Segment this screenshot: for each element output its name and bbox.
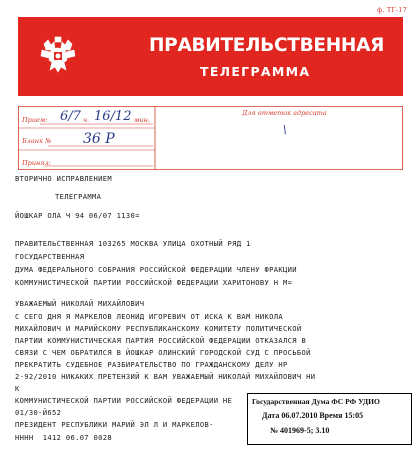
body-line-1: ВТОРИЧНО ИСПРАВЛЕНИЕМ — [15, 174, 113, 183]
body-line-9: С СЕГО ДНЯ Я МАРКЕЛОВ ЛЕОНИД ИГОРЕВИЧ ОТ ИСКА К ВАМ НИКОЛА — [15, 312, 284, 321]
body-line-2: ТЕЛЕГРАММА — [55, 192, 102, 201]
body-line-13: ПРЕКРАТИТЬ СУДЕБНОЕ РАЗБИРАТЕЛЬСТВО ПО ГРАЖДАНСКОМУ ДЕЛУ НР — [15, 360, 288, 369]
body-line-5: ГОСУДАРСТВЕННАЯ — [15, 252, 85, 261]
stamp-line-2: Дата 06.07.2010 Время 15:05 — [262, 411, 364, 420]
registration-stamp — [247, 393, 412, 445]
body-line-4: ПРАВИТЕЛЬСТВЕННАЯ 103265 МОСКВА УЛИЦА ОХОТНЫЙ РЯД 1 — [15, 239, 251, 248]
title-sub: ТЕЛЕГРАММА — [200, 64, 311, 79]
body-line-16: КОММУНИСТИЧЕСКОЙ ПАРТИИ РОССИЙСКОЙ ФЕДЕРАЦИИ НЕ — [15, 396, 233, 405]
body-line-12: СВЯЗИ С ЧЕМ ОБРАТИЛСЯ В ЙОШКАР ОЛИНСКИЙ ГОРОДСКОЙ СУД С ПРОСЬБОЙ — [15, 348, 311, 357]
stamp-line-1: Государственная Дума ФС РФ УДИО — [252, 397, 380, 406]
body-line-14: 2-92/2010 НИКАКИХ ПРЕТЕНЗИЙ К ВАМ УВАЖАЕМЫЙ НИКОЛАЙ МИХАЙЛОВИЧ НИ — [15, 372, 316, 381]
body-line-3: ЙОШКАР ОЛА Ч 94 06/07 1130= — [15, 211, 140, 220]
received-hour-hw: 6/7 — [60, 109, 81, 124]
received-time-hw: 16/12 — [94, 109, 132, 124]
body-line-11: ПАРТИИ КОММУНИСТИЧЕСКАЯ ПАРТИЯ РОССИЙСКОЙ ФЕДЕРАЦИИ ОТКАЗАЛСЯ В — [15, 336, 307, 345]
received-suffix: ч. — [83, 116, 90, 124]
body-line-10: МИХАЙЛОВИЧ И МАРИЙСКОМУ РЕСПУБЛИКАНСКОМУ КОМИТЕТУ ПОЛИТИЧЕСКОЙ — [15, 324, 302, 333]
body-line-15: К — [15, 384, 20, 393]
blank-number-label: Бланк № — [22, 137, 52, 145]
body-line-18: ПРЕЗИДЕНТ РЕСПУБЛИКИ МАРИЙ ЭЛ Л И МАРКЕЛОВ- — [15, 420, 214, 429]
body-line-19: НННН 1412 06.07 0028 — [15, 433, 113, 442]
handed-label: Принял: — [22, 159, 51, 167]
stamp-line-3: № 401969-5; 3.10 — [270, 426, 330, 435]
address-note: Для отметок адресата — [242, 109, 327, 117]
body-line-8: УВАЖАЕМЫЙ НИКОЛАЙ МИХАЙЛОВИЧ — [15, 299, 145, 308]
received-label: Прием: — [22, 116, 48, 124]
body-line-17: 01/30-Й652 — [15, 408, 62, 417]
body-line-6: ДУМА ФЕДЕРАЛЬНОГО СОБРАНИЯ РОССИЙСКОЙ ФЕДЕРАЦИИ ЧЛЕНУ ФРАКЦИИ — [15, 265, 297, 274]
double-headed-eagle-icon — [38, 36, 78, 76]
form-code: ф. ТГ-17 — [377, 6, 407, 14]
blank-number-hw: 36 Р — [83, 131, 115, 147]
body-line-7: КОММУНИСТИЧЕСКОЙ ПАРТИИ РОССИЙСКОЙ ФЕДЕРАЦИИ ХАРИТОНОВУ Н М= — [15, 278, 293, 287]
received-min-label: мин. — [134, 116, 150, 124]
title-main: ПРАВИТЕЛЬСТВЕННАЯ — [149, 35, 385, 56]
mark-check: \ — [283, 123, 287, 136]
